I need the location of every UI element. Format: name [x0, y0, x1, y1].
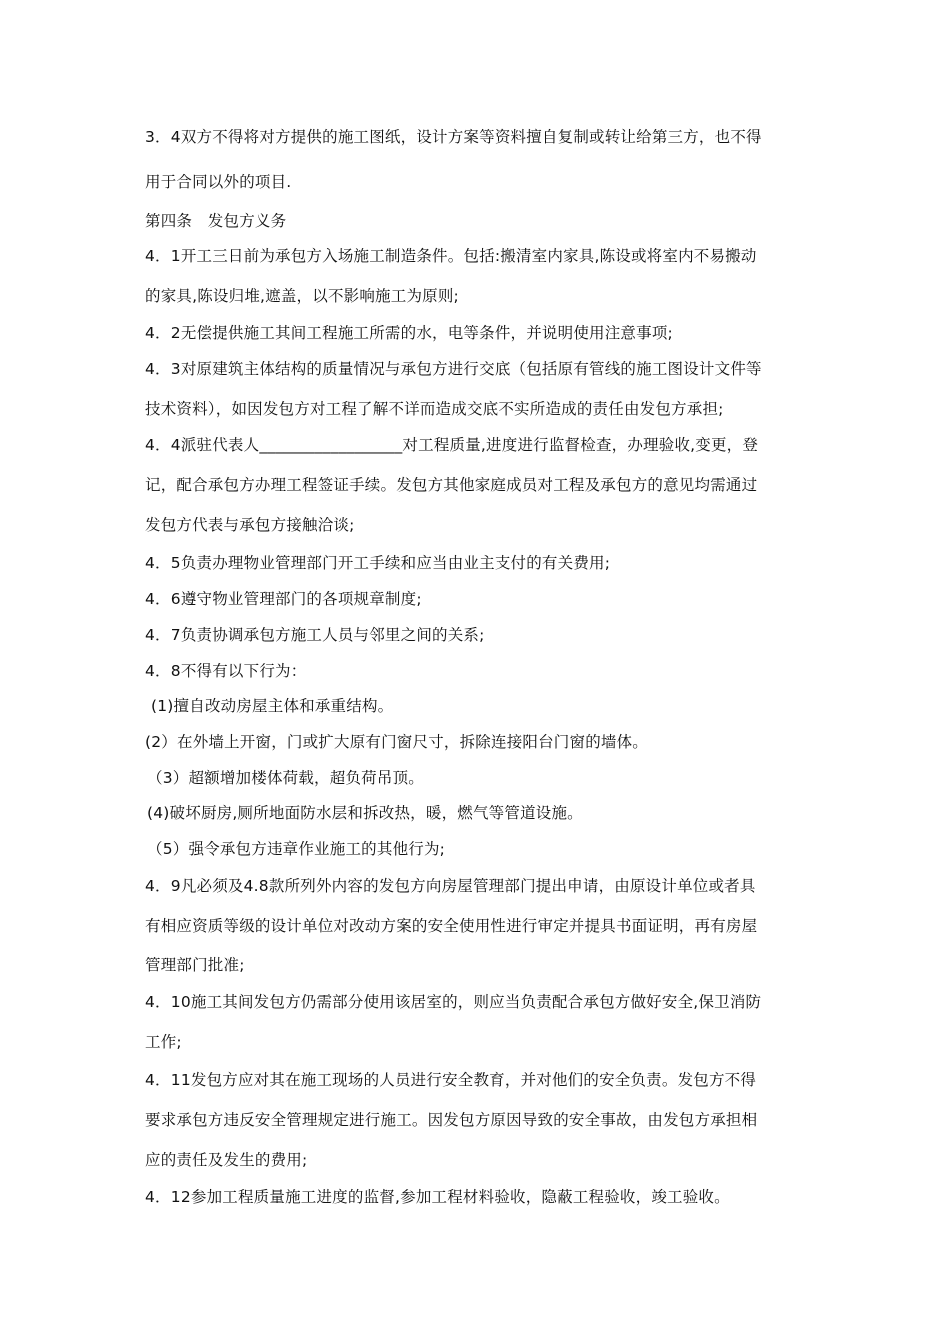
clause-4-11-line-2: 要求承包方违反安全管理规定进行施工。因发包方原因导致的安全事故，由发包方承担相 [145, 1111, 758, 1129]
clause-4-9-line-1: 4．9凡必须及4.8款所列外内容的发包方向房屋管理部门提出申请，由原设计单位或者具 [145, 877, 756, 895]
clause-4-10-line-2: 工作; [145, 1033, 182, 1051]
clause-4-11-line-3: 应的责任及发生的费用; [145, 1151, 308, 1169]
clause-4-8-item-5: （5）强令承包方违章作业施工的其他行为; [147, 840, 446, 858]
clause-4-3-line-2: 技术资料），如因发包方对工程了解不详而造成交底不实所造成的责任由发包方承担; [145, 400, 724, 418]
clause-4-1-line-2: 的家具,陈设归堆,遮盖，以不影响施工为原则; [145, 287, 459, 305]
clause-4-2: 4．2无偿提供施工其间工程施工所需的水，电等条件，并说明使用注意事项; [145, 324, 673, 342]
clause-4-8-item-2: (2）在外墙上开窗，门或扩大原有门窗尺寸，拆除连接阳台门窗的墙体。 [145, 733, 649, 751]
clause-4-6: 4．6遵守物业管理部门的各项规章制度; [145, 590, 422, 608]
article-4-heading: 第四条 发包方义务 [145, 212, 287, 230]
clause-3-4-line-1: 3．4双方不得将对方提供的施工图纸，设计方案等资料擅自复制或转让给第三方，也不得 [145, 128, 762, 146]
clause-4-8-item-1: (1)擅自改动房屋主体和承重结构。 [151, 697, 394, 715]
clause-4-4-line-2: 记，配合承包方办理工程签证手续。发包方其他家庭成员对工程及承包方的意见均需通过 [145, 476, 758, 494]
clause-4-10-line-1: 4．10施工其间发包方仍需部分使用该居室的，则应当负责配合承包方做好安全,保卫消防 [145, 993, 762, 1011]
clause-4-12: 4．12参加工程质量施工进度的监督,参加工程材料验收，隐蔽工程验收，竣工验收。 [145, 1188, 730, 1206]
clause-4-4-line-3: 发包方代表与承包方接触洽谈; [145, 516, 355, 534]
clause-4-3-line-1: 4．3对原建筑主体结构的质量情况与承包方进行交底（包括原有管线的施工图设计文件等 [145, 360, 762, 378]
clause-4-8-item-3: （3）超额增加楼体荷载，超负荷吊顶。 [147, 769, 424, 787]
clause-4-5: 4．5负责办理物业管理部门开工手续和应当由业主支付的有关费用; [145, 554, 611, 572]
clause-4-7: 4．7负责协调承包方施工人员与邻里之间的关系; [145, 626, 485, 644]
clause-4-8-item-4: (4)破坏厨房,厕所地面防水层和拆改热，暖，燃气等管道设施。 [147, 804, 583, 822]
clause-4-8: 4．8不得有以下行为： [145, 662, 307, 680]
clause-4-9-line-2: 有相应资质等级的设计单位对改动方案的安全使用性进行审定并提具书面证明，再有房屋 [145, 917, 758, 935]
clause-4-4-line-1: 4．4派驻代表人__________________对工程质量,进度进行监督检查，办理验收,变更，登 [145, 436, 759, 454]
clause-4-11-line-1: 4．11发包方应对其在施工现场的人员进行安全教育，并对他们的安全负责。发包方不得 [145, 1071, 757, 1089]
clause-4-1-line-1: 4．1开工三日前为承包方入场施工制造条件。包括:搬清室内家具,陈设或将室内不易搬动 [145, 247, 757, 265]
clause-3-4-line-2: 用于合同以外的项目. [145, 173, 292, 191]
clause-4-9-line-3: 管理部门批准; [145, 956, 245, 974]
